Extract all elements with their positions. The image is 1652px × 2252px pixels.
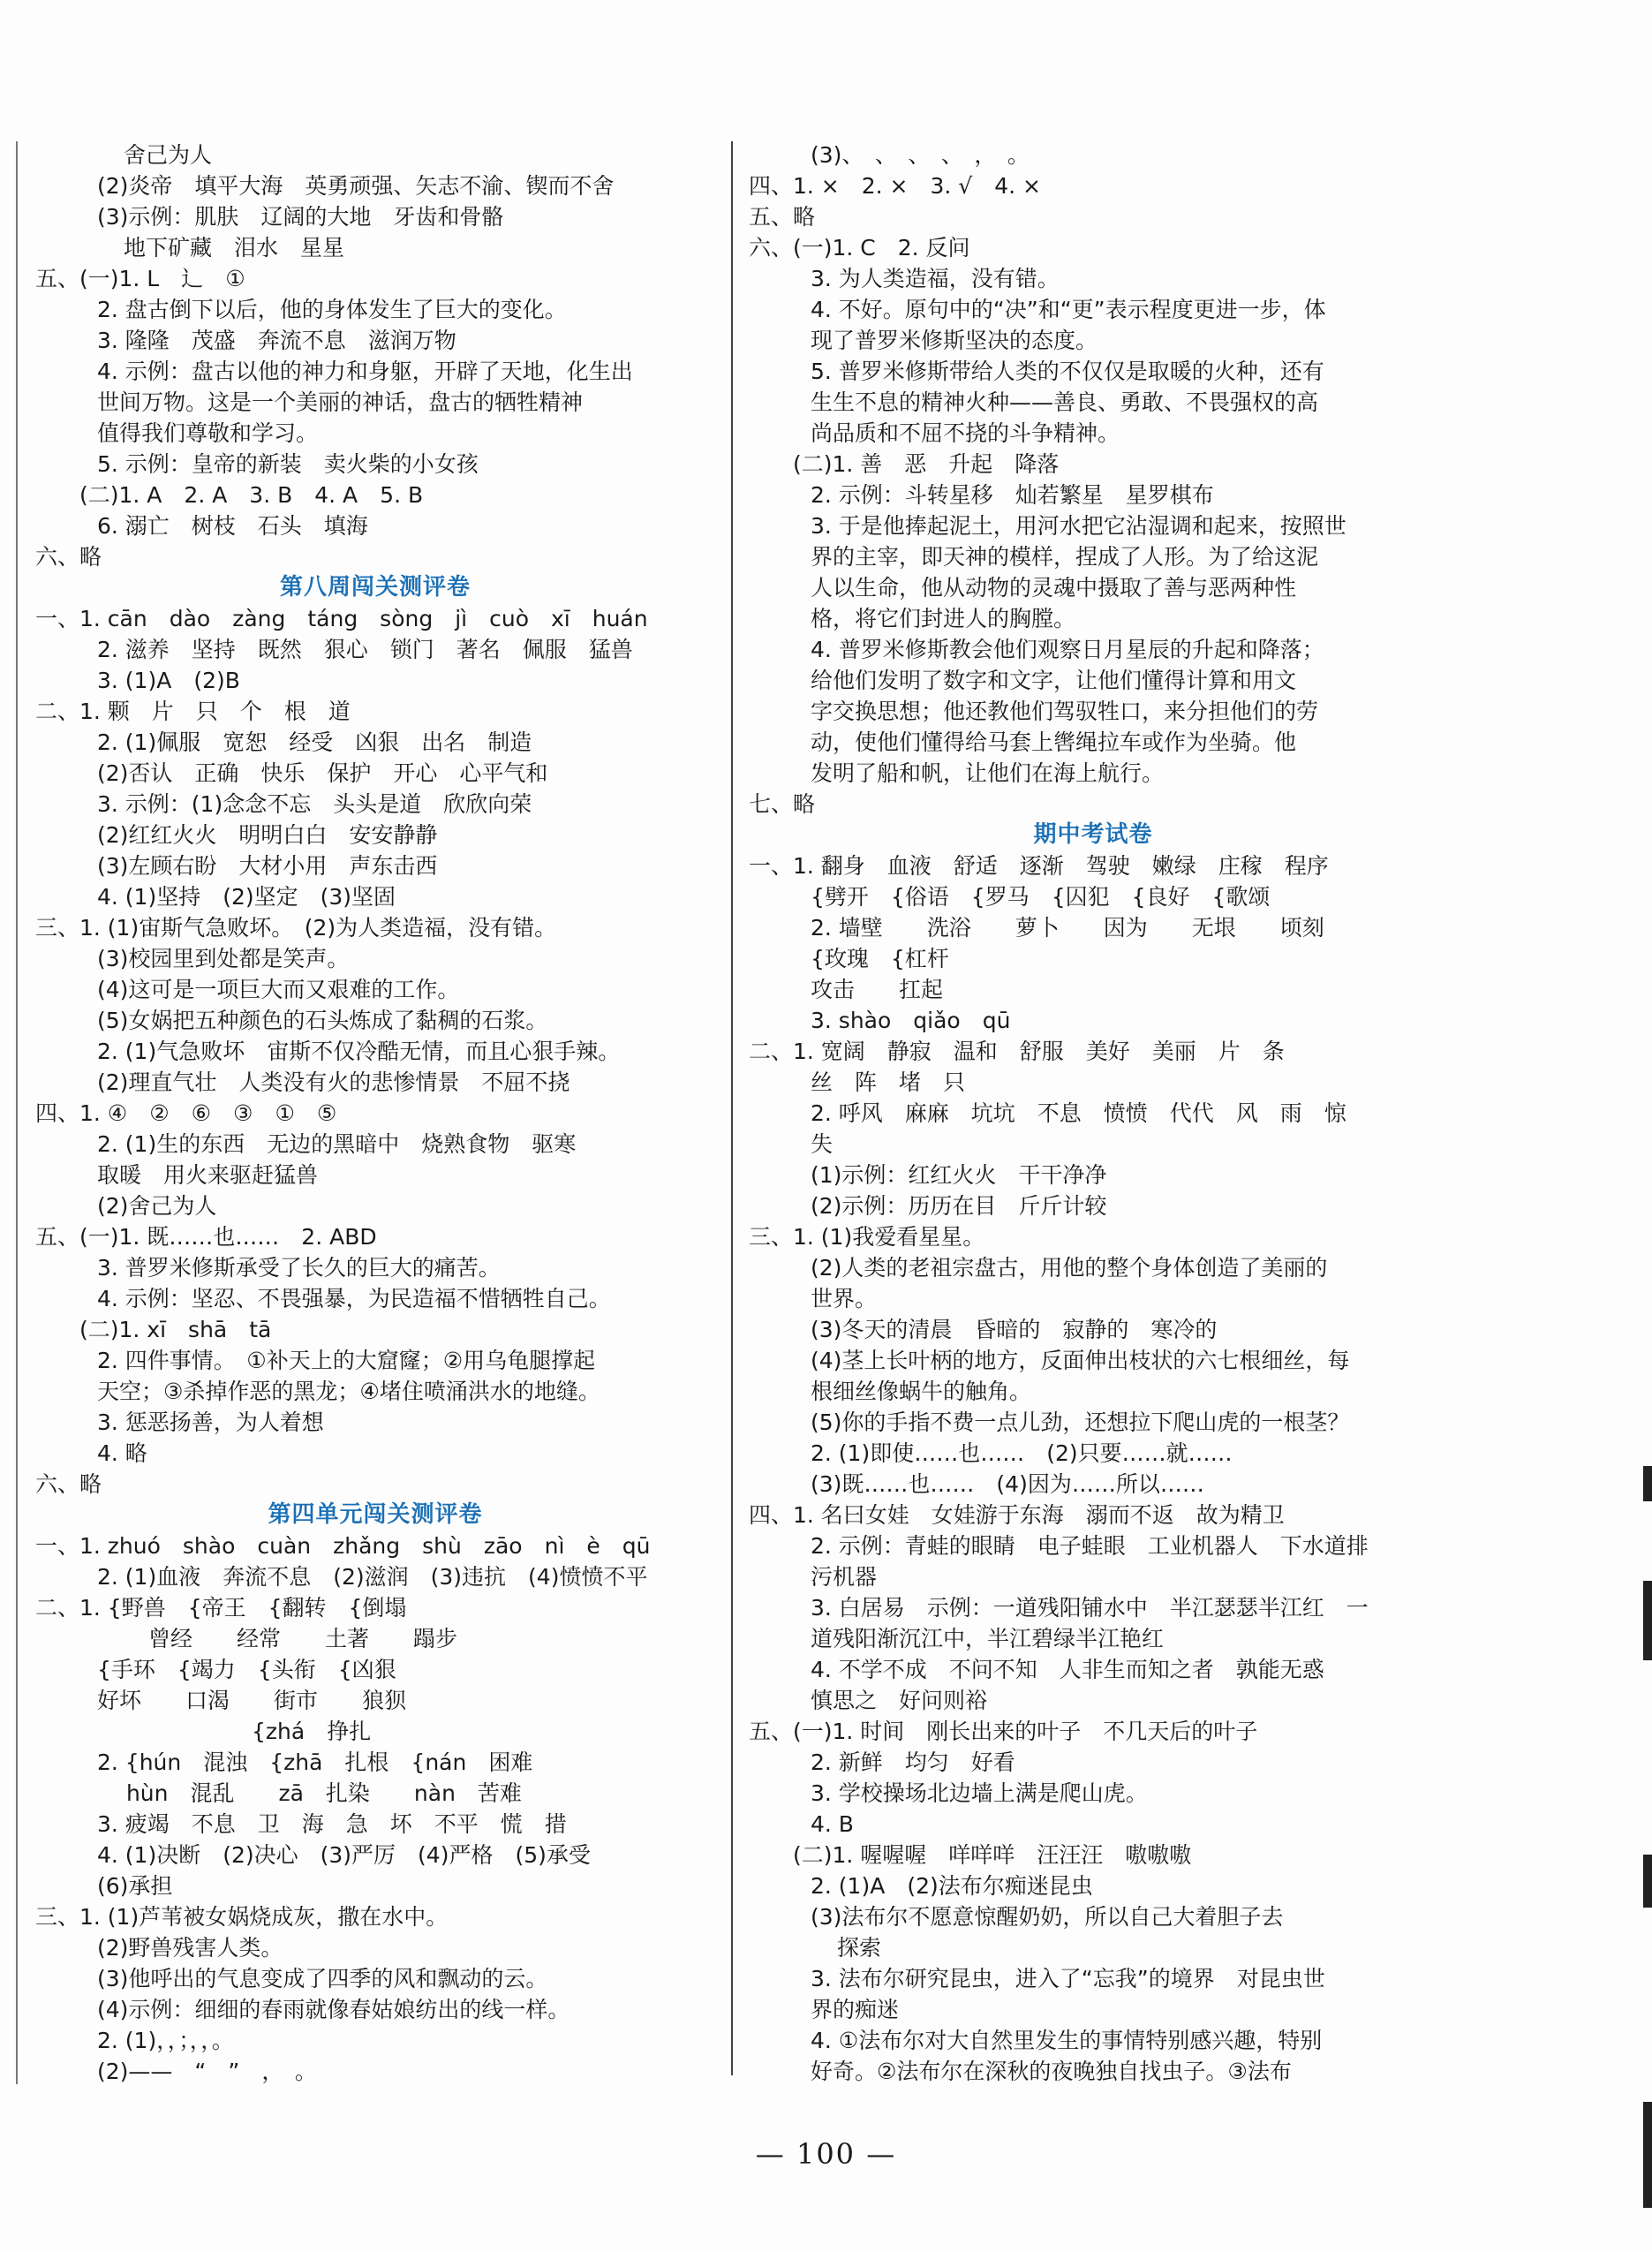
answer-line: 3. 惩恶扬善，为人着想: [97, 1409, 324, 1435]
answer-line: (3)他呼出的气息变成了四季的风和飘动的云。: [97, 1966, 548, 1991]
answer-line: 尚品质和不屈不挠的斗争精神。: [811, 420, 1120, 446]
answer-line: (5)女娲把五种颜色的石头炼成了黏稠的石浆。: [97, 1008, 548, 1033]
answer-line: (4)这可是一项巨大而又艰难的工作。: [97, 977, 460, 1002]
answer-line: 六、略: [35, 1471, 102, 1497]
answer-line: 世间万物。这是一个美丽的神话，盘古的牺牲精神: [97, 389, 584, 415]
answer-line: (2)理直气壮 人类没有火的悲惨情景 不屈不挠: [97, 1069, 570, 1095]
answer-line: 2. (1)血液 奔流不息 (2)滋润 (3)违抗 (4)愤愤不平: [97, 1564, 648, 1590]
answer-line: 六、(一)1. C 2. 反问: [749, 235, 970, 261]
answer-line: 3. 法布尔研究昆虫，进入了“忘我”的境界 对昆虫世: [811, 1966, 1325, 1991]
answer-line: (2)否认 正确 快乐 保护 开心 心平气和: [97, 760, 548, 786]
answer-line: 三、1. (1)芦苇被女娲烧成灰，撒在水中。: [35, 1904, 449, 1930]
answer-line: 二、1. 宽阔 静寂 温和 舒服 美好 美丽 片 条: [749, 1039, 1285, 1064]
answer-line: 2. 盘古倒下以后，他的身体发生了巨大的变化。: [97, 297, 567, 322]
answer-line: 6. 溺亡 树枝 石头 填海: [97, 513, 368, 539]
answer-line: 3. 隆隆 茂盛 奔流不息 滋润万物: [97, 328, 456, 353]
right-answer-column: [749, 140, 1437, 2087]
scan-edge-mark: [1643, 1581, 1652, 1660]
answer-line: 一、1. zhuó shào cuàn zhǎng shù zāo nì è qū: [35, 1533, 651, 1559]
answer-line: 3. 示例：(1)念念不忘 头头是道 欣欣向荣: [97, 791, 532, 817]
answer-line: 4. 示例：盘古以他的神力和身躯，开辟了天地，化生出: [97, 359, 633, 384]
answer-line: 五、(一)1. L 辶 ①: [35, 266, 245, 291]
answer-line: 界的主宰，即天神的模样，捏成了人形。为了给这泥: [811, 544, 1319, 570]
answer-line: 给他们发明了数字和文字，让他们懂得计算和用文: [811, 668, 1297, 693]
answer-line: 生生不息的精神火种——善良、勇敢、不畏强权的高: [811, 389, 1319, 415]
section-title: 第四单元闯关测评卷: [268, 1501, 483, 1528]
answer-line: 四、1. × 2. × 3. √ 4. ×: [749, 173, 1041, 199]
answer-line: 二、1. 颗 片 只 个 根 道: [35, 699, 351, 724]
left-answer-column: [35, 140, 715, 2087]
answer-line: (3)示例：肌肤 辽阔的大地 牙齿和骨骼: [97, 204, 504, 230]
answer-line: {手环 {竭力 {头衔 {凶狠: [97, 1657, 396, 1682]
column-divider: [731, 141, 733, 2075]
answer-line: 2. (1)气急败坏 宙斯不仅冷酷无情，而且心狠手辣。: [97, 1039, 621, 1064]
answer-line: 5. 示例：皇帝的新装 卖火柴的小女孩: [97, 451, 479, 477]
answer-line: 发明了船和帆，让他们在海上航行。: [811, 760, 1165, 786]
answer-line: 字交换思想；他还教他们驾驭牲口，来分担他们的劳: [811, 699, 1319, 724]
answer-line: (二)1. A 2. A 3. B 4. A 5. B: [79, 482, 424, 508]
answer-line: 攻击 扛起: [811, 977, 944, 1002]
answer-line: 一、1. cān dào zàng táng sòng jì cuò xī huán: [35, 606, 648, 631]
answer-line: (2)红红火火 明明白白 安安静静: [97, 822, 438, 848]
section-title: 期中考试卷: [1033, 821, 1153, 848]
answer-line: 2. 示例：青蛙的眼睛 电子蛙眼 工业机器人 下水道排: [811, 1533, 1369, 1559]
answer-line: 现了普罗米修斯坚决的态度。: [811, 328, 1098, 353]
answer-line: 探索: [837, 1935, 882, 1961]
answer-line: 三、1. (1)宙斯气急败坏。 (2)为人类造福，没有错。: [35, 915, 557, 941]
answer-line: 六、略: [35, 544, 102, 570]
answer-line: (5)你的手指不费一点儿劲，还想拉下爬山虎的一根茎？: [811, 1409, 1350, 1435]
answer-line: 2. (1)A (2)法布尔痴迷昆虫: [811, 1873, 1093, 1899]
answer-line: (6)承担: [97, 1873, 173, 1899]
answer-line: {zhá 挣扎: [97, 1719, 372, 1744]
answer-line: 2. 四件事情。 ①补天上的大窟窿；②用乌龟腿撑起: [97, 1348, 596, 1373]
answer-line: 3. 白居易 示例：一道残阳铺水中 半江瑟瑟半江红 一: [811, 1595, 1369, 1621]
answer-line: 三、1. (1)我爱看星星。: [749, 1224, 985, 1250]
answer-line: 人以生命，他从动物的灵魂中摄取了善与恶两种性: [811, 575, 1297, 601]
answer-line: 天空；③杀掉作恶的黑龙；④堵住喷涌洪水的地缝。: [97, 1379, 600, 1404]
answer-line: 2. (1)，，；，，。: [97, 2028, 234, 2053]
answer-line: 5. 普罗米修斯带给人类的不仅仅是取暖的火种，还有: [811, 359, 1324, 384]
answer-line: 2. 滋养 坚持 既然 狠心 锁门 著名 佩服 猛兽: [97, 637, 633, 662]
answer-line: 2. 新鲜 均匀 好看: [811, 1749, 1015, 1775]
answer-line: 污机器: [811, 1564, 878, 1590]
answer-line: 根细丝像蜗牛的触角。: [811, 1379, 1032, 1404]
answer-line: 好坏 口渴 街市 狼狈: [97, 1688, 407, 1713]
answer-line: (2)示例：历历在目 斤斤计较: [811, 1193, 1107, 1219]
answer-line: 界的痴迷: [811, 1997, 900, 2022]
answer-line: (2)舍己为人: [97, 1193, 217, 1219]
answer-line: 4. (1)坚持 (2)坚定 (3)坚固: [97, 884, 396, 910]
answer-line: {玫瑰 {杠杆: [811, 946, 949, 971]
answer-line: 3. 普罗米修斯承受了长久的巨大的痛苦。: [97, 1255, 501, 1281]
answer-line: 3. 为人类造福，没有错。: [811, 266, 1060, 291]
left-binding-rule: [16, 141, 18, 2084]
answer-line: (3)冬天的清晨 昏暗的 寂静的 寒冷的: [811, 1317, 1218, 1342]
answer-line: 4. (1)决断 (2)决心 (3)严厉 (4)严格 (5)承受: [97, 1842, 591, 1868]
answer-line: 3. (1)A (2)B: [97, 668, 240, 693]
answer-line: 4. B: [811, 1811, 854, 1837]
answer-line: 4. 不好。原句中的“决”和“更”表示程度更进一步，体: [811, 297, 1326, 322]
answer-line: 4. 不学不成 不问不知 人非生而知之者 孰能无惑: [811, 1657, 1324, 1682]
answer-line: (二)1. 善 恶 升起 降落: [793, 451, 1060, 477]
answer-line: 慎思之 好问则裕: [811, 1688, 988, 1713]
answer-line: 四、1. ④ ② ⑥ ③ ① ⑤: [35, 1100, 337, 1126]
answer-line: 2. 示例：斗转星移 灿若繁星 星罗棋布: [811, 482, 1214, 508]
answer-line: 取暖 用火来驱赶猛兽: [97, 1162, 319, 1188]
answer-line: 世界。: [811, 1286, 878, 1311]
answer-line: 4. 略: [97, 1440, 147, 1466]
answer-line: 格，将它们封进人的胸膛。: [811, 606, 1076, 631]
answer-line: 2. 呼风 麻麻 坑坑 不息 愤愤 代代 风 雨 惊: [811, 1100, 1346, 1126]
answer-line: (二)1. xī shā tā: [79, 1317, 272, 1342]
answer-line: (4)茎上长叶柄的地方，反面伸出枝状的六七根细丝，每: [811, 1348, 1350, 1373]
scan-edge-mark: [1643, 2102, 1652, 2208]
scan-edge-mark: [1643, 1466, 1652, 1501]
answer-line: 2. (1)生的东西 无边的黑暗中 烧熟食物 驱寒: [97, 1131, 577, 1157]
answer-line: (4)示例：细细的春雨就像春姑娘纺出的线一样。: [97, 1997, 570, 2022]
section-title: 第八周闯关测评卷: [279, 574, 471, 601]
answer-line: 2. (1)佩服 宽恕 经受 凶狠 出名 制造: [97, 729, 532, 755]
answer-line: (3)既……也…… (4)因为……所以……: [811, 1471, 1204, 1497]
answer-line: (2)人类的老祖宗盘古，用他的整个身体创造了美丽的: [811, 1255, 1328, 1281]
answer-line: (3)、 、 、 、 ， 。: [811, 142, 1030, 168]
answer-line: 丝 阵 堵 只: [811, 1069, 966, 1095]
answer-line: 二、1. {野兽 {帝王 {翻转 {倒塌: [35, 1595, 407, 1621]
page-number: — 100 —: [755, 2137, 897, 2171]
answer-line: hùn 混乱 zā 扎染 nàn 苦难: [97, 1780, 522, 1806]
answer-line: 2. 墙壁 洗浴 萝卜 因为 无垠 顷刻: [811, 915, 1324, 941]
answer-line: 3. 于是他捧起泥土，用河水把它沾湿调和起来，按照世: [811, 513, 1346, 539]
answer-line: 3. 疲竭 不息 卫 海 急 坏 不平 慌 措: [97, 1811, 567, 1837]
answer-line: 一、1. 翻身 血液 舒适 逐渐 驾驶 嫩绿 庄稼 程序: [749, 853, 1329, 879]
answer-line: 动，使他们懂得给马套上辔绳拉车或作为坐骑。他: [811, 729, 1297, 755]
answer-line: (1)示例：红红火火 干干净净: [811, 1162, 1107, 1188]
answer-line: 四、1. 名曰女娃 女娃游于东海 溺而不返 故为精卫: [749, 1502, 1285, 1528]
answer-line: (3)法布尔不愿意惊醒奶奶，所以自己大着胆子去: [811, 1904, 1284, 1930]
answer-line: 五、(一)1. 既……也…… 2. ABD: [35, 1224, 377, 1250]
answer-line: 舍己为人: [124, 142, 213, 168]
answer-line: 曾经 经常 土著 蹋步: [97, 1626, 457, 1651]
answer-line: (3)校园里到处都是笑声。: [97, 946, 350, 971]
answer-line: 七、略: [749, 791, 816, 817]
answer-line: 地下矿藏 泪水 星星: [124, 235, 345, 261]
answer-line: 3. shào qiǎo qū: [811, 1008, 1011, 1033]
answer-line: 失: [811, 1131, 834, 1157]
answer-line: 值得我们尊敬和学习。: [97, 420, 319, 446]
answer-line: (2)炎帝 填平大海 英勇顽强、矢志不渝、锲而不舍: [97, 173, 615, 199]
answer-line: {劈开 {俗语 {罗马 {囚犯 {良好 {歌颂: [811, 884, 1271, 910]
answer-line: 2. (1)即使……也…… (2)只要……就……: [811, 1440, 1233, 1466]
answer-line: 4. ①法布尔对大自然里发生的事情特别感兴趣，特别: [811, 2028, 1323, 2053]
answer-line: 2. {hún 混浊 {zhā 扎根 {nán 困难: [97, 1749, 533, 1775]
answer-line: (3)左顾右盼 大材小用 声东击西: [97, 853, 438, 879]
answer-line: 4. 普罗米修斯教会他们观察日月星辰的升起和降落；: [811, 637, 1324, 662]
answer-line: (二)1. 喔喔喔 咩咩咩 汪汪汪 嗷嗷嗷: [793, 1842, 1192, 1868]
answer-line: (2)—— “ ” ， 。: [97, 2059, 317, 2084]
answer-line: 4. 示例：坚忍、不畏强暴，为民造福不惜牺牲自己。: [97, 1286, 611, 1311]
answer-line: 好奇。②法布尔在深秋的夜晚独自找虫子。③法布: [811, 2059, 1292, 2084]
answer-line: 道残阳渐沉江中，半江碧绿半江艳红: [811, 1626, 1165, 1651]
scan-edge-mark: [1643, 1855, 1652, 1908]
answer-line: 3. 学校操场北边墙上满是爬山虎。: [811, 1780, 1148, 1806]
answer-line: 五、略: [749, 204, 816, 230]
answer-line: 五、(一)1. 时间 刚长出来的叶子 不几天后的叶子: [749, 1719, 1258, 1744]
answer-line: (2)野兽残害人类。: [97, 1935, 283, 1961]
